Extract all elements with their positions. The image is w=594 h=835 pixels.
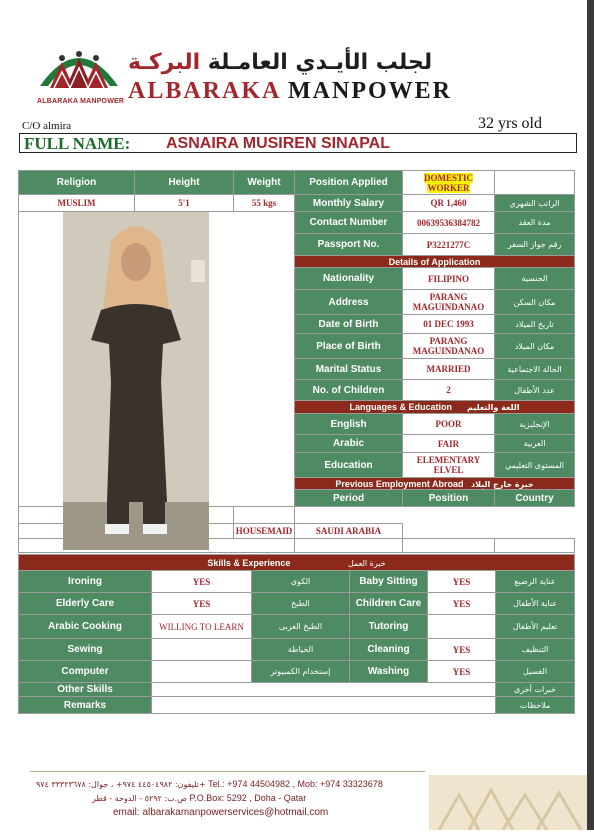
skills-title (19, 555, 575, 571)
details-title: Details of Application (295, 256, 575, 268)
passport-value: P3221277C (403, 234, 495, 256)
dob-arabic: تاريخ الميلاد (495, 315, 575, 334)
skill-arabic: الخياطة (252, 639, 350, 661)
skills-table (18, 554, 575, 714)
skill-value (428, 615, 496, 639)
salary-arabic: الراتب الشهري (495, 195, 575, 212)
logo-arabic-left: البركـة (128, 50, 201, 75)
footer-address-line (92, 793, 306, 803)
skill-row (19, 661, 575, 683)
empty-cell (295, 539, 403, 553)
footer-address-ar: ص.ب: ٥٢٩٢ - الدوحة - قطر (92, 794, 187, 803)
employment-header-position: Position (403, 490, 495, 507)
skill-value: YES (428, 593, 496, 615)
pob-arabic: مكان الميلاد (495, 334, 575, 359)
remarks-value (152, 697, 496, 714)
footer-phone-en: Tel.: +974 44504982 , Mob: +974 33323678 (208, 779, 383, 789)
full-name-value: ASNAIRA MUSIREN SINAPAL (166, 135, 391, 152)
marital-label: Marital Status (295, 359, 403, 380)
skill-row (19, 639, 575, 661)
height-value: 5'1 (135, 195, 234, 212)
logo-english-right: MANPOWER (288, 78, 453, 104)
skill-arabic: عناية الرضيع (496, 571, 575, 593)
logo-english-left: ALBARAKA (128, 78, 281, 104)
contact-label: Contact Number (295, 212, 403, 234)
page-edge (587, 0, 594, 830)
skill-label: Ironing (19, 571, 152, 593)
skill-value: YES (428, 571, 496, 593)
full-name-label: FULL NAME: (24, 134, 131, 153)
skill-value: YES (428, 639, 496, 661)
skill-arabic: تعليم الأطفال (496, 615, 575, 639)
skill-label: Washing (350, 661, 428, 683)
skill-label: Arabic Cooking (19, 615, 152, 639)
candidate-photo (63, 212, 209, 550)
weight-value: 55 kgs (234, 195, 295, 212)
skill-arabic: إستخدام الكمبيوتر (252, 661, 350, 683)
position-value-cell (403, 171, 495, 195)
skill-row (19, 615, 575, 639)
footer-decorative-pattern (429, 775, 594, 830)
english-arabic: الإنجليزية (495, 414, 575, 435)
header-position: Position Applied (295, 171, 403, 195)
languages-title-en: Languages & Education (349, 402, 453, 412)
employment-title-ar: خبرة خارج البلاد (471, 479, 534, 489)
pob-value: PARANG MAGUINDANAO (403, 334, 495, 359)
children-arabic: عدد الأطفال (495, 380, 575, 401)
skill-value: WILLING TO LEARN (152, 615, 252, 639)
education-value: ELEMENTARY ELVEL (403, 453, 495, 478)
care-of-label: C/O almira (22, 120, 72, 132)
children-value: 2 (403, 380, 495, 401)
skill-arabic: الطبخ (252, 593, 350, 615)
footer-email[interactable]: email: albarakamanpowerservices@hotmail.com (113, 807, 329, 818)
position-value: DOMESTIC WORKER (423, 172, 473, 193)
skill-label: Elderly Care (19, 593, 152, 615)
skill-row (19, 593, 575, 615)
skill-label: Computer (19, 661, 152, 683)
skill-arabic: التنظيف (496, 639, 575, 661)
skill-value: YES (152, 593, 252, 615)
skills-title-ar: خبرة العمل (347, 558, 386, 568)
contact-arabic: مدة العقد (495, 212, 575, 234)
arabic-value: FAIR (403, 435, 495, 453)
skill-arabic: عناية الأطفال (496, 593, 575, 615)
employment-empty-cell (234, 507, 295, 524)
skill-row (19, 571, 575, 593)
empty-cell (495, 539, 575, 553)
footer-phone-line (36, 779, 383, 789)
skills-title-en: Skills & Experience (207, 557, 291, 568)
languages-title (295, 401, 575, 414)
salary-label: Monthly Salary (295, 195, 403, 212)
skill-arabic: الغسيل (496, 661, 575, 683)
skill-value: YES (428, 661, 496, 683)
footer-divider (30, 771, 425, 772)
employment-title-en: Previous Employment Abroad (335, 478, 464, 489)
skill-label: Children Care (350, 593, 428, 615)
remarks-arabic: ملاحظات (496, 697, 575, 714)
skill-label: Tutoring (350, 615, 428, 639)
passport-label: Passport No. (295, 234, 403, 256)
salary-value: QR 1,460 (403, 195, 495, 212)
education-label: Education (295, 453, 403, 478)
empty-cell (403, 539, 495, 553)
header-religion: Religion (19, 171, 135, 195)
footer-address-en: P.O.Box: 5292 , Doha - Qatar (189, 793, 307, 803)
nationality-label: Nationality (295, 268, 403, 290)
logo-english-text (128, 78, 452, 105)
employment-country: SAUDI ARABIA (295, 524, 403, 539)
empty-cell (495, 171, 575, 195)
pob-label: Place of Birth (295, 334, 403, 359)
skill-label: Baby Sitting (350, 571, 428, 593)
address-label: Address (295, 290, 403, 315)
employment-title (295, 478, 575, 490)
employment-header-country: Country (495, 490, 575, 507)
children-label: No. of Children (295, 380, 403, 401)
other-skills-arabic: خبرات أخرى (496, 683, 575, 697)
other-skills-value (152, 683, 496, 697)
marital-arabic: الحالة الاجتماعية (495, 359, 575, 380)
logo-subtitle: ALBARAKA MANPOWER (37, 98, 125, 105)
passport-arabic: رقم جواز السفر (495, 234, 575, 256)
arabic-arabic: العربية (495, 435, 575, 453)
full-name-box (19, 133, 577, 153)
footer-phone-ar: تليفون: ٤٤٥٠٤٩٨٢ ٩٧٤+ ، جوال: ٣٣٣٢٣٦٧٨ ٩٧٤+ (36, 780, 206, 789)
skill-value: YES (152, 571, 252, 593)
contact-value: 00639536384782 (403, 212, 495, 234)
age-label: 32 yrs old (478, 115, 542, 132)
logo-arabic-text (128, 50, 432, 75)
english-label: English (295, 414, 403, 435)
skill-arabic: الطبخ العربى (252, 615, 350, 639)
skill-label: Cleaning (350, 639, 428, 661)
skill-value (152, 639, 252, 661)
marital-value: MARRIED (403, 359, 495, 380)
address-arabic: مكان السكن (495, 290, 575, 315)
skill-label: Sewing (19, 639, 152, 661)
languages-title-ar: اللغة والتعليم (467, 403, 520, 412)
nationality-arabic: الجنسية (495, 268, 575, 290)
arabic-label: Arabic (295, 435, 403, 453)
skill-value (152, 661, 252, 683)
header-weight: Weight (234, 171, 295, 195)
english-value: POOR (403, 414, 495, 435)
education-arabic: المستوى التعليمي (495, 453, 575, 478)
company-logo (36, 38, 122, 98)
employment-position: HOUSEMAID (234, 524, 295, 539)
other-skills-label: Other Skills (19, 683, 152, 697)
address-value: PARANG MAGUINDANAO (403, 290, 495, 315)
remarks-label: Remarks (19, 697, 152, 714)
header-height: Height (135, 171, 234, 195)
nationality-value: FILIPINO (403, 268, 495, 290)
logo-arabic-right: لجلب الأيـدي العامـلة (207, 50, 433, 75)
skill-arabic: الكوى (252, 571, 350, 593)
employment-header-period: Period (295, 490, 403, 507)
religion-value: MUSLIM (19, 195, 135, 212)
dob-value: 01 DEC 1993 (403, 315, 495, 334)
dob-label: Date of Birth (295, 315, 403, 334)
